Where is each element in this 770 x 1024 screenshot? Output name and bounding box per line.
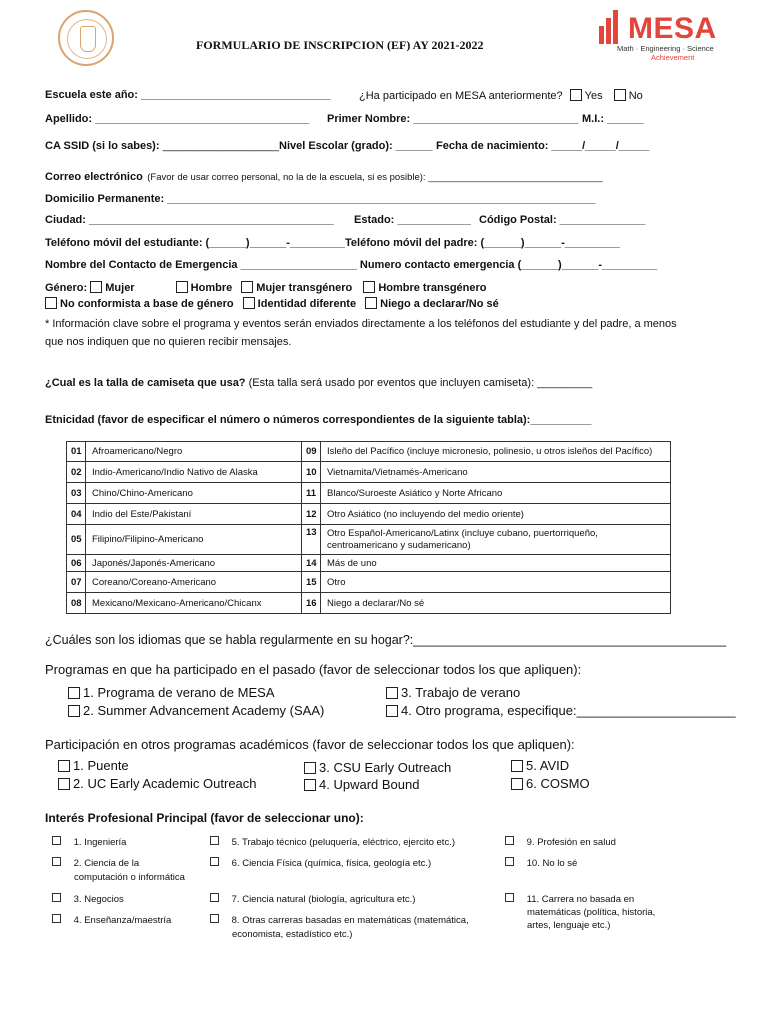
- past-program-3-checkbox[interactable]: [386, 687, 398, 699]
- past-program-2-checkbox[interactable]: [68, 705, 80, 717]
- past-programs-label: Programas en que ha participado en el pasado (favor de seleccionar todos los que apliquen):: [45, 662, 582, 677]
- past-program-1-checkbox[interactable]: [68, 687, 80, 699]
- eth-code: 09: [302, 442, 321, 462]
- career-4-checkbox[interactable]: [52, 914, 61, 923]
- career-9-checkbox[interactable]: [505, 836, 514, 845]
- zip-field[interactable]: Código Postal: ______________: [479, 214, 646, 226]
- other-program-option-3[interactable]: [304, 760, 451, 775]
- eth-label: Filipino/Filipino-Americano: [86, 525, 302, 555]
- gender-mujer-trans-checkbox[interactable]: [241, 281, 253, 293]
- eth-code: 03: [67, 483, 86, 504]
- other-program-option-5[interactable]: [511, 758, 569, 773]
- career-option-1[interactable]: [52, 836, 126, 848]
- eth-label: centroamericano y sudamericano): [327, 539, 471, 551]
- eth-code: 11: [302, 483, 321, 504]
- gender-hombre-label: Hombre: [190, 282, 233, 294]
- email-note: (Favor de usar correo personal, no la de la escuela, si es posible): _________________________________: [147, 172, 603, 183]
- eth-label: Coreano/Coreano-Americano: [86, 572, 302, 593]
- career-5-label: 5. Trabajo técnico (peluquería, eléctrico, ejercito etc.): [231, 837, 456, 848]
- gender-mujer-checkbox[interactable]: [90, 281, 102, 293]
- career-3-label: 3. Negocios: [73, 894, 124, 905]
- other-program-6-label: 6. COSMO: [526, 776, 590, 791]
- table-row: [67, 525, 671, 555]
- mesa-logo-bars-icon: [599, 10, 623, 44]
- career-option-11[interactable]: [505, 893, 655, 932]
- eth-label: Japonés/Japonés-Americano: [86, 555, 302, 572]
- eth-code: 10: [302, 462, 321, 483]
- other-program-1-checkbox[interactable]: [58, 760, 70, 772]
- form-title: FORMULARIO DE INSCRIPCION (EF) AY 2021-2022: [196, 38, 484, 52]
- eth-label: Afroamericano/Negro: [86, 442, 302, 462]
- eth-label: Más de uno: [321, 555, 671, 572]
- past-program-option-2[interactable]: [68, 703, 324, 718]
- other-program-3-label: 3. CSU Early Outreach: [319, 760, 452, 775]
- table-row: [67, 504, 671, 525]
- eth-label: Otro Español-Americano/Latinx (incluye cubano, puertorriqueño,: [327, 527, 598, 539]
- career-option-2[interactable]: [52, 857, 185, 885]
- tshirt-label: ¿Cual es la talla de camiseta que usa?: [45, 377, 246, 389]
- eth-label-multiline: [321, 525, 671, 555]
- other-program-5-checkbox[interactable]: [511, 760, 523, 772]
- career-7-checkbox[interactable]: [210, 893, 219, 902]
- table-row: [67, 572, 671, 593]
- career-option-5[interactable]: [210, 836, 455, 848]
- languages-field[interactable]: ¿Cuáles son los idiomas que se habla regularmente en su hogar?:_____________________________________________: [45, 633, 727, 647]
- career-2-checkbox[interactable]: [52, 857, 61, 866]
- mi-field[interactable]: M.I.: ______: [582, 113, 644, 125]
- career-option-8[interactable]: [210, 914, 469, 942]
- school-year-field[interactable]: Escuela este año: _______________________________: [45, 89, 331, 101]
- past-program-2-label: 2. Summer Advancement Academy (SAA): [83, 703, 325, 718]
- career-7-label: 7. Ciencia natural (biología, agricultura etc.): [231, 894, 416, 905]
- career-option-7[interactable]: [210, 893, 415, 905]
- mesa-logo-tagline-2: Achievement: [651, 53, 695, 62]
- career-11-label-line2: matemáticas (política, historia,: [527, 907, 656, 918]
- career-2-label-line2: computación o informática: [74, 872, 185, 883]
- prior-yes-label: Yes: [584, 90, 603, 102]
- email-field[interactable]: [45, 167, 603, 185]
- career-6-label: 6. Ciencia Física (química, física, geología etc.): [231, 858, 432, 869]
- eth-code: 16: [302, 593, 321, 614]
- career-4-label: 4. Enseñanza/maestría: [73, 915, 172, 926]
- career-1-label: 1. Ingeniería: [73, 837, 127, 848]
- other-program-4-checkbox[interactable]: [304, 779, 316, 791]
- eth-code: 15: [302, 572, 321, 593]
- dob-field[interactable]: Fecha de nacimiento: _____/_____/_____: [436, 140, 650, 152]
- eth-code: 12: [302, 504, 321, 525]
- past-program-4-checkbox[interactable]: [386, 705, 398, 717]
- gender-row-1: [45, 281, 487, 294]
- career-option-10[interactable]: [505, 857, 577, 869]
- eth-label: Otro Asiático (no incluyendo del medio oriente): [321, 504, 671, 525]
- table-row: [67, 462, 671, 483]
- ethnicity-table: [66, 441, 671, 614]
- prior-mesa-question: [359, 89, 643, 102]
- eth-code: 01: [67, 442, 86, 462]
- prior-yes-checkbox[interactable]: [570, 89, 582, 101]
- eth-code: 08: [67, 593, 86, 614]
- city-field[interactable]: Ciudad: ________________________________________: [45, 214, 334, 226]
- eth-label: Chino/Chino-Americano: [86, 483, 302, 504]
- other-program-option-2[interactable]: [58, 776, 257, 791]
- emergency-field[interactable]: Nombre del Contacto de Emergencia ___________________ Numero contacto emergencia (______)______-_________: [45, 259, 658, 271]
- other-program-5-label: 5. AVID: [526, 758, 570, 773]
- eth-label: Otro: [321, 572, 671, 593]
- notice-line-2: que nos indiquen que no quieren recibir mensajes.: [45, 336, 292, 348]
- career-option-9[interactable]: [505, 836, 616, 848]
- gender-mujer-trans-label: Mujer transgénero: [256, 282, 353, 294]
- past-program-option-3[interactable]: [386, 685, 520, 700]
- table-row: [67, 442, 671, 462]
- career-1-checkbox[interactable]: [52, 836, 61, 845]
- past-program-1-label: 1. Programa de verano de MESA: [83, 685, 275, 700]
- gender-hombre-trans-checkbox[interactable]: [363, 281, 375, 293]
- eth-code: 05: [67, 525, 86, 555]
- email-label: Correo electrónico: [45, 171, 143, 183]
- table-row: [67, 593, 671, 614]
- mesa-logo-word: MESA: [628, 12, 717, 45]
- university-seal: [58, 10, 114, 66]
- other-program-2-label: 2. UC Early Academic Outreach: [73, 776, 257, 791]
- tshirt-field[interactable]: [45, 377, 592, 389]
- cassid-field[interactable]: [45, 140, 279, 152]
- gender-nonconforming-checkbox[interactable]: [45, 297, 57, 309]
- eth-code: 02: [67, 462, 86, 483]
- gender-hombre-checkbox[interactable]: [176, 281, 188, 293]
- other-program-4-label: 4. Upward Bound: [319, 777, 420, 792]
- eth-label: Isleño del Pacífico (incluye micronesio, polinesio, u otros isleños del Pacífico): [321, 442, 671, 462]
- prior-no-label: No: [628, 90, 643, 102]
- prior-no-checkbox[interactable]: [614, 89, 626, 101]
- past-program-option-1[interactable]: [68, 685, 275, 700]
- past-program-4-label: 4. Otro programa, especifique:______________________: [401, 703, 736, 718]
- gender-nonconforming-label: No conformista a base de género: [60, 298, 234, 310]
- career-10-label: 10. No lo sé: [526, 858, 578, 869]
- prior-mesa-label: ¿Ha participado en MESA anteriormente?: [359, 90, 563, 102]
- gender-decline-label: Niego a declarar/No sé: [380, 298, 499, 310]
- eth-label: Vietnamita/Vietnamés-Americano: [321, 462, 671, 483]
- past-program-option-4[interactable]: [386, 703, 736, 718]
- phones-field[interactable]: Teléfono móvil del estudiante: (______)______-_________Teléfono móvil del padre: (______)______-_________: [45, 237, 620, 249]
- career-11-label: 11. Carrera no basada en: [526, 894, 635, 905]
- seal-emblem-icon: [80, 26, 96, 52]
- table-row: [67, 483, 671, 504]
- eth-label: Indio-Americano/Indio Nativo de Alaska: [86, 462, 302, 483]
- first-name-field[interactable]: Primer Nombre: ___________________________: [327, 113, 579, 125]
- cassid-label: CA SSID (si lo sabes):: [45, 140, 160, 152]
- career-11-label-line3: artes, lenguaje etc.): [527, 920, 611, 931]
- career-8-checkbox[interactable]: [210, 914, 219, 923]
- eth-code: 04: [67, 504, 86, 525]
- career-10-checkbox[interactable]: [505, 857, 514, 866]
- gender-row-2: [45, 297, 499, 310]
- other-programs-label: Participación en otros programas académicos (favor de seleccionar todos los que apliquen):: [45, 737, 575, 752]
- eth-label: Blanco/Suroeste Asiático y Norte Africano: [321, 483, 671, 504]
- other-program-option-1[interactable]: [58, 758, 129, 773]
- eth-label: Indio del Este/Pakistaní: [86, 504, 302, 525]
- gender-different-checkbox[interactable]: [243, 297, 255, 309]
- table-row: [67, 555, 671, 572]
- career-option-4[interactable]: [52, 914, 171, 926]
- eth-code: 13: [302, 525, 321, 555]
- other-program-2-checkbox[interactable]: [58, 778, 70, 790]
- career-5-checkbox[interactable]: [210, 836, 219, 845]
- last-name-field[interactable]: Apellido: ___________________________________: [45, 113, 310, 125]
- career-option-3[interactable]: [52, 893, 124, 905]
- address-field[interactable]: Domicilio Permanente: ______________________________________________________________________: [45, 193, 596, 205]
- past-program-3-label: 3. Trabajo de verano: [401, 685, 521, 700]
- grade-field[interactable]: Nivel Escolar (grado): ______: [279, 140, 433, 152]
- career-label: Interés Profesional Principal (favor de seleccionar uno):: [45, 811, 364, 825]
- career-3-checkbox[interactable]: [52, 893, 61, 902]
- career-option-6[interactable]: [210, 857, 431, 869]
- career-8-label: 8. Otras carreras basadas en matemáticas (matemática,: [231, 915, 469, 926]
- other-program-6-checkbox[interactable]: [511, 778, 523, 790]
- other-program-1-label: 1. Puente: [73, 758, 129, 773]
- career-8-label-line2: economista, estadístico etc.): [232, 929, 353, 940]
- gender-label: Género:: [45, 282, 88, 294]
- career-11-checkbox[interactable]: [505, 893, 514, 902]
- eth-code: 06: [67, 555, 86, 572]
- eth-code: 07: [67, 572, 86, 593]
- gender-hombre-trans-label: Hombre transgénero: [378, 282, 487, 294]
- other-program-option-6[interactable]: [511, 776, 590, 791]
- notice-line-1: * Información clave sobre el programa y eventos serán enviados directamente a los teléfonos del estudiante y del padre, a menos: [45, 318, 677, 330]
- career-6-checkbox[interactable]: [210, 857, 219, 866]
- cassid-line[interactable]: ___________________: [162, 140, 279, 152]
- other-program-3-checkbox[interactable]: [304, 762, 316, 774]
- ethnicity-field[interactable]: Etnicidad (favor de especificar el número o números correspondientes de la siguiente tabla):__________: [45, 414, 592, 426]
- eth-code: 14: [302, 555, 321, 572]
- other-program-option-4[interactable]: [304, 777, 419, 792]
- gender-decline-checkbox[interactable]: [365, 297, 377, 309]
- eth-label: Mexicano/Mexicano-Americano/Chicanx: [86, 593, 302, 614]
- eth-label: Niego a declarar/No sé: [321, 593, 671, 614]
- gender-different-label: Identidad diferente: [257, 298, 357, 310]
- gender-mujer-label: Mujer: [105, 282, 135, 294]
- tshirt-note: (Esta talla será usado por eventos que incluyen camiseta): _________: [248, 377, 593, 389]
- career-2-label: 2. Ciencia de la: [73, 858, 140, 869]
- state-field[interactable]: Estado: ____________: [354, 214, 471, 226]
- mesa-logo-tagline: Math · Engineering · Science: [617, 44, 714, 53]
- career-9-label: 9. Profesión en salud: [526, 837, 616, 848]
